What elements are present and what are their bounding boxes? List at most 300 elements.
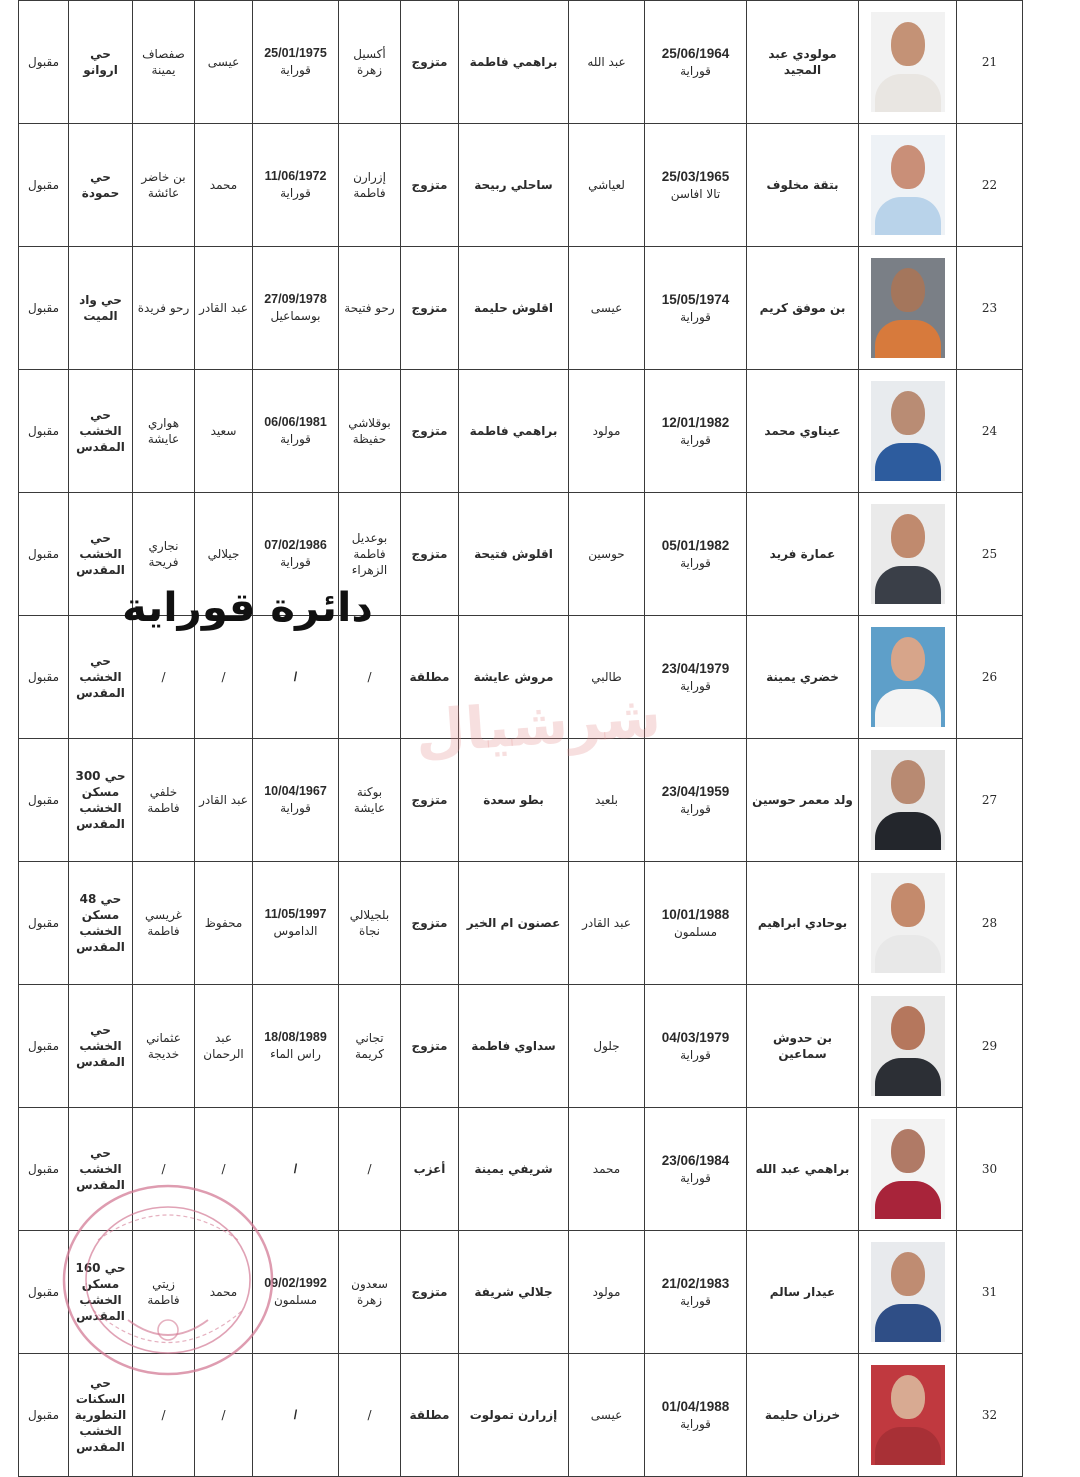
- birth-place: قوراية: [680, 556, 711, 571]
- status-cell: [401, 985, 459, 1108]
- portrait-photo: [871, 381, 945, 481]
- birth-cell: [645, 1231, 747, 1354]
- marital-status-text: متزوج: [411, 1284, 448, 1299]
- mother-cell: [459, 1354, 569, 1477]
- row-number: 26: [981, 669, 998, 684]
- birth-cell: [645, 1354, 747, 1477]
- mother-name-text: ساحلي ربيحة: [474, 177, 553, 192]
- row-number: 32: [981, 1407, 998, 1422]
- table-row: [19, 862, 1023, 985]
- portrait-face: [891, 637, 925, 681]
- birth-date: 21/02/1983: [661, 1275, 730, 1291]
- row-number-cell: [957, 493, 1023, 616]
- spouse-birth-date: 25/01/1975: [264, 46, 327, 61]
- spouse-mother-text: عثماني خديجة: [146, 1030, 181, 1061]
- decision-cell: [19, 493, 69, 616]
- spouse-father-cell: [195, 1354, 253, 1477]
- photo-cell: [859, 1231, 957, 1354]
- full-name-text: ولد معمر حوسين: [752, 792, 853, 807]
- spouse-mother-cell: [133, 1354, 195, 1477]
- spouse-father-text: محمد: [209, 1284, 238, 1299]
- decision-text: مقبول: [27, 792, 60, 807]
- spouse-cell: [339, 1231, 401, 1354]
- spouse-birth-date: 11/05/1997: [264, 907, 327, 922]
- spouse-cell: [339, 1108, 401, 1231]
- marital-status-text: متزوج: [411, 792, 448, 807]
- spouse-birth-place: قوراية: [280, 432, 311, 447]
- mother-cell: [459, 124, 569, 247]
- portrait-photo: [871, 750, 945, 850]
- marital-status-text: متزوج: [411, 423, 448, 438]
- table-row: [19, 1, 1023, 124]
- spouse-mother-text: /: [161, 1161, 166, 1176]
- birth-cell: [645, 1, 747, 124]
- father-cell: [569, 1, 645, 124]
- photo-cell: [859, 739, 957, 862]
- full-name-text: مولودي عبد المجيد: [768, 46, 837, 77]
- decision-cell: [19, 247, 69, 370]
- mother-name-text: مروش عايشة: [473, 669, 554, 684]
- full-name-text: عيناوي محمد: [764, 423, 841, 438]
- decision-text: مقبول: [27, 1407, 60, 1422]
- spouse-name-text: /: [367, 1407, 372, 1422]
- father-cell: [569, 739, 645, 862]
- spouse-birth-place: بوسماعيل: [270, 309, 321, 324]
- address-text: حي حمودة: [81, 169, 120, 200]
- marital-status-text: متزوج: [411, 1038, 448, 1053]
- decision-text: مقبول: [27, 1161, 60, 1176]
- portrait-face: [891, 145, 925, 189]
- row-number: 22: [981, 177, 998, 192]
- spouse-cell: [339, 739, 401, 862]
- spouse-birth-date: 18/08/1989: [264, 1030, 327, 1045]
- birth-place: تالا افاسن: [670, 187, 721, 202]
- spouse-mother-text: بن خاضر عائشة: [141, 169, 186, 200]
- birth-date: 05/01/1982: [661, 537, 730, 553]
- portrait-face: [891, 1006, 925, 1050]
- status-cell: [401, 1, 459, 124]
- birth-place: قوراية: [680, 1417, 711, 1432]
- address-cell: [69, 1, 133, 124]
- spouse-cell: [339, 247, 401, 370]
- spouse-name-text: تجاني كريمة: [354, 1030, 385, 1061]
- father-cell: [569, 370, 645, 493]
- portrait-photo: [871, 12, 945, 112]
- father-name-text: جلول: [593, 1038, 620, 1053]
- portrait-photo: [871, 258, 945, 358]
- address-text: حي اروانو: [83, 46, 118, 77]
- spouse-name-text: بوكنة عايشة: [353, 784, 386, 815]
- row-number-cell: [957, 1231, 1023, 1354]
- spouse-birth-place: راس الماء: [270, 1047, 321, 1062]
- address-cell: [69, 1354, 133, 1477]
- mother-cell: [459, 370, 569, 493]
- photo-cell: [859, 1108, 957, 1231]
- row-number-cell: [957, 1354, 1023, 1477]
- portrait-photo: [871, 135, 945, 235]
- spouse-mother-text: هواري عايشة: [147, 415, 180, 446]
- portrait-shoulders: [875, 443, 941, 481]
- spouse-father-cell: [195, 862, 253, 985]
- spouse-cell: [339, 985, 401, 1108]
- portrait-photo: [871, 627, 945, 727]
- marital-status-text: متزوج: [411, 54, 448, 69]
- spouse-mother-cell: [133, 247, 195, 370]
- birth-place: مسلمون: [673, 925, 718, 940]
- spouse-name-text: بلجيلالي نجاة: [349, 907, 390, 938]
- address-cell: [69, 370, 133, 493]
- portrait-shoulders: [875, 689, 941, 727]
- row-number: 31: [981, 1284, 998, 1299]
- district-overlay-title: دائرة قوراية: [122, 585, 373, 631]
- address-text: حي 160 مسكن الخشب المقدس: [75, 1260, 126, 1324]
- decision-text: مقبول: [27, 669, 60, 684]
- portrait-photo: [871, 1242, 945, 1342]
- father-name-text: لعياشي: [588, 177, 625, 192]
- spouse-mother-cell: [133, 1, 195, 124]
- spouse-father-cell: [195, 1231, 253, 1354]
- address-text: حي الخشب المقدس: [76, 530, 125, 578]
- spouse-name-text: إزرارن فاطمة: [353, 169, 386, 200]
- photo-cell: [859, 493, 957, 616]
- spouse-birth-cell: [253, 124, 339, 247]
- table-row: [19, 985, 1023, 1108]
- father-cell: [569, 1231, 645, 1354]
- spouse-mother-cell: [133, 124, 195, 247]
- spouse-birth-place: قوراية: [280, 555, 311, 570]
- father-cell: [569, 247, 645, 370]
- marital-status-text: أعزب: [413, 1161, 446, 1176]
- decision-cell: [19, 124, 69, 247]
- birth-date: 23/04/1959: [661, 783, 730, 799]
- table-row: [19, 1231, 1023, 1354]
- spouse-father-text: عبد القادر: [199, 792, 248, 807]
- spouse-cell: [339, 616, 401, 739]
- decision-text: مقبول: [27, 423, 60, 438]
- table-row: [19, 1354, 1023, 1477]
- mother-name-text: عصنون ام الخير: [466, 915, 561, 930]
- spouse-mother-text: /: [161, 1407, 166, 1422]
- name-cell: [747, 739, 859, 862]
- table-row: [19, 124, 1023, 247]
- address-cell: [69, 862, 133, 985]
- spouse-father-text: محمد: [209, 177, 238, 192]
- decision-cell: [19, 616, 69, 739]
- address-text: حي الخشب المقدس: [76, 653, 125, 701]
- spouse-birth-place: مسلمون: [273, 1293, 318, 1308]
- father-name-text: عبد الله: [587, 54, 626, 69]
- birth-date: 10/01/1988: [661, 906, 730, 922]
- photo-cell: [859, 1, 957, 124]
- portrait-shoulders: [875, 1304, 941, 1342]
- row-number: 28: [981, 915, 998, 930]
- spouse-birth-date: 27/09/1978: [264, 292, 327, 307]
- decision-text: مقبول: [27, 1038, 60, 1053]
- decision-text: مقبول: [27, 915, 60, 930]
- spouse-birth-date: /: [293, 1407, 298, 1422]
- photo-cell: [859, 247, 957, 370]
- full-name-text: خضري يمينة: [766, 669, 839, 684]
- spouse-birth-date: /: [293, 1161, 298, 1176]
- father-name-text: عيسى: [590, 300, 623, 315]
- spouse-father-text: /: [221, 1407, 226, 1422]
- spouse-mother-text: صفصاف يمينة: [142, 46, 185, 77]
- spouse-father-text: /: [221, 1161, 226, 1176]
- status-cell: [401, 124, 459, 247]
- spouse-father-cell: [195, 124, 253, 247]
- decision-text: مقبول: [27, 177, 60, 192]
- portrait-shoulders: [875, 74, 941, 112]
- row-number-cell: [957, 247, 1023, 370]
- spouse-name-text: سعدون زهرة: [351, 1276, 388, 1307]
- portrait-face: [891, 883, 925, 927]
- address-cell: [69, 616, 133, 739]
- table-row: [19, 370, 1023, 493]
- name-cell: [747, 247, 859, 370]
- spouse-birth-cell: [253, 1108, 339, 1231]
- spouse-mother-text: زيتي فاطمة: [147, 1276, 180, 1307]
- spouse-father-text: عبد الرحمان: [203, 1030, 244, 1061]
- name-cell: [747, 616, 859, 739]
- row-number: 27: [981, 792, 998, 807]
- decision-cell: [19, 1231, 69, 1354]
- spouse-cell: [339, 862, 401, 985]
- birth-date: 23/06/1984: [661, 1152, 730, 1168]
- portrait-photo: [871, 873, 945, 973]
- spouse-birth-cell: [253, 1231, 339, 1354]
- birth-place: قوراية: [680, 1171, 711, 1186]
- spouse-father-text: محفوظ: [204, 915, 243, 930]
- spouse-birth-cell: [253, 1354, 339, 1477]
- spouse-birth-cell: [253, 739, 339, 862]
- photo-cell: [859, 370, 957, 493]
- photo-cell: [859, 616, 957, 739]
- watermark: شرشيال: [412, 681, 664, 767]
- address-text: حي الخشب المقدس: [76, 1022, 125, 1070]
- spouse-mother-cell: [133, 370, 195, 493]
- spouse-birth-place: قوراية: [280, 186, 311, 201]
- spouse-mother-cell: [133, 985, 195, 1108]
- birth-cell: [645, 985, 747, 1108]
- father-name-text: عبد القادر: [582, 915, 631, 930]
- decision-cell: [19, 985, 69, 1108]
- portrait-shoulders: [875, 1058, 941, 1096]
- father-cell: [569, 1354, 645, 1477]
- spouse-birth-date: 07/02/1986: [264, 538, 327, 553]
- decision-text: مقبول: [27, 54, 60, 69]
- table-row: [19, 247, 1023, 370]
- birth-cell: [645, 247, 747, 370]
- father-cell: [569, 1108, 645, 1231]
- spouse-name-text: رحو فتيحة: [344, 300, 395, 315]
- decision-cell: [19, 739, 69, 862]
- name-cell: [747, 862, 859, 985]
- spouse-mother-text: غريسي فاطمة: [145, 907, 182, 938]
- father-cell: [569, 493, 645, 616]
- status-cell: [401, 247, 459, 370]
- name-cell: [747, 124, 859, 247]
- decision-text: مقبول: [27, 300, 60, 315]
- address-text: حي الخشب المقدس: [76, 1145, 125, 1193]
- spouse-father-cell: [195, 370, 253, 493]
- photo-cell: [859, 985, 957, 1108]
- portrait-shoulders: [875, 1427, 941, 1465]
- birth-date: 12/01/1982: [661, 414, 730, 430]
- birth-place: قوراية: [680, 1048, 711, 1063]
- birth-place: قوراية: [680, 310, 711, 325]
- spouse-father-text: عبد القادر: [199, 300, 248, 315]
- spouse-mother-text: رحو فريدة: [137, 300, 190, 315]
- spouse-mother-cell: [133, 739, 195, 862]
- full-name-text: براهمي عبد الله: [755, 1161, 850, 1176]
- address-cell: [69, 1108, 133, 1231]
- father-name-text: عيسى: [590, 1407, 623, 1422]
- spouse-birth-date: 10/04/1967: [264, 784, 327, 799]
- father-name-text: بلعيد: [594, 792, 619, 807]
- father-name-text: طالبي: [591, 669, 622, 684]
- row-number-cell: [957, 124, 1023, 247]
- spouse-cell: [339, 1, 401, 124]
- portrait-shoulders: [875, 320, 941, 358]
- spouse-name-text: /: [367, 1161, 372, 1176]
- decision-text: مقبول: [27, 1284, 60, 1299]
- father-name-text: حوسين: [588, 546, 625, 561]
- portrait-photo: [871, 996, 945, 1096]
- decision-cell: [19, 862, 69, 985]
- status-cell: [401, 370, 459, 493]
- spouse-birth-date: 06/06/1981: [264, 415, 327, 430]
- name-cell: [747, 1108, 859, 1231]
- address-cell: [69, 247, 133, 370]
- status-cell: [401, 739, 459, 862]
- portrait-photo: [871, 504, 945, 604]
- row-number-cell: [957, 1108, 1023, 1231]
- spouse-father-cell: [195, 1108, 253, 1231]
- mother-name-text: إزرارن تمولوت: [469, 1407, 558, 1422]
- name-cell: [747, 493, 859, 616]
- spouse-name-text: بوعديل فاطمة الزهراء: [351, 530, 388, 578]
- birth-place: قوراية: [680, 433, 711, 448]
- decision-cell: [19, 370, 69, 493]
- spouse-birth-date: 09/02/1992: [264, 1276, 327, 1291]
- spouse-birth-place: الداموس: [273, 924, 318, 939]
- father-cell: [569, 616, 645, 739]
- row-number-cell: [957, 616, 1023, 739]
- address-cell: [69, 124, 133, 247]
- mother-name-text: براهمي فاطمة: [469, 423, 558, 438]
- spouse-birth-cell: [253, 1, 339, 124]
- spouse-father-cell: [195, 1, 253, 124]
- address-text: حي 300 مسكن الخشب المقدس: [75, 768, 126, 832]
- marital-status-text: مطلقة: [409, 1407, 450, 1422]
- name-cell: [747, 1, 859, 124]
- beneficiaries-table: [18, 0, 1023, 1477]
- mother-cell: [459, 1, 569, 124]
- mother-name-text: سداوي فاطمة: [471, 1038, 556, 1053]
- mother-name-text: براهمي فاطمة: [469, 54, 558, 69]
- spouse-father-cell: [195, 739, 253, 862]
- birth-cell: [645, 124, 747, 247]
- father-cell: [569, 862, 645, 985]
- row-number-cell: [957, 985, 1023, 1108]
- full-name-text: عيدار سالم: [769, 1284, 836, 1299]
- birth-date: 04/03/1979: [661, 1029, 730, 1045]
- spouse-father-cell: [195, 247, 253, 370]
- father-name-text: مولود: [592, 1284, 621, 1299]
- spouse-birth-date: 11/06/1972: [264, 169, 327, 184]
- birth-date: 25/06/1964: [661, 45, 730, 61]
- marital-status-text: متزوج: [411, 177, 448, 192]
- row-number: 21: [981, 54, 998, 69]
- spouse-father-text: /: [221, 669, 226, 684]
- birth-place: قوراية: [680, 64, 711, 79]
- address-cell: [69, 1231, 133, 1354]
- portrait-shoulders: [875, 812, 941, 850]
- marital-status-text: متزوج: [411, 915, 448, 930]
- birth-cell: [645, 862, 747, 985]
- birth-cell: [645, 370, 747, 493]
- spouse-mother-text: /: [161, 669, 166, 684]
- portrait-shoulders: [875, 197, 941, 235]
- address-cell: [69, 739, 133, 862]
- portrait-face: [891, 1129, 925, 1173]
- address-text: حي الخشب المقدس: [76, 407, 125, 455]
- spouse-birth-cell: [253, 616, 339, 739]
- mother-cell: [459, 247, 569, 370]
- row-number: 29: [981, 1038, 998, 1053]
- full-name-text: بن حدوش سماعين: [772, 1030, 833, 1061]
- portrait-face: [891, 1252, 925, 1296]
- address-text: حي واد الميت: [79, 292, 122, 323]
- name-cell: [747, 985, 859, 1108]
- full-name-text: عمارة فريد: [769, 546, 836, 561]
- row-number-cell: [957, 739, 1023, 862]
- birth-date: 25/03/1965: [661, 168, 730, 184]
- mother-cell: [459, 1108, 569, 1231]
- father-cell: [569, 985, 645, 1108]
- mother-cell: [459, 739, 569, 862]
- marital-status-text: متزوج: [411, 546, 448, 561]
- mother-cell: [459, 493, 569, 616]
- mother-cell: [459, 616, 569, 739]
- spouse-mother-text: خلفي فاطمة: [147, 784, 180, 815]
- row-number: 30: [981, 1161, 998, 1176]
- birth-place: قوراية: [680, 679, 711, 694]
- spouse-birth-place: قوراية: [280, 801, 311, 816]
- mother-name-text: بطو سعدة: [483, 792, 544, 807]
- father-cell: [569, 124, 645, 247]
- status-cell: [401, 493, 459, 616]
- portrait-face: [891, 22, 925, 66]
- name-cell: [747, 370, 859, 493]
- birth-cell: [645, 1108, 747, 1231]
- portrait-shoulders: [875, 566, 941, 604]
- spouse-father-text: سعيد: [210, 423, 237, 438]
- full-name-text: خرزان حليمة: [764, 1407, 841, 1422]
- birth-cell: [645, 739, 747, 862]
- father-name-text: مولود: [592, 423, 621, 438]
- portrait-shoulders: [875, 935, 941, 973]
- full-name-text: بن موفق كريم: [759, 300, 846, 315]
- photo-cell: [859, 1354, 957, 1477]
- photo-cell: [859, 862, 957, 985]
- row-number-cell: [957, 862, 1023, 985]
- spouse-father-cell: [195, 985, 253, 1108]
- spouse-mother-text: نجاري فريحة: [148, 538, 179, 569]
- spouse-name-text: أكسيل زهرة: [353, 46, 386, 77]
- portrait-shoulders: [875, 1181, 941, 1219]
- marital-status-text: مطلقة: [409, 669, 450, 684]
